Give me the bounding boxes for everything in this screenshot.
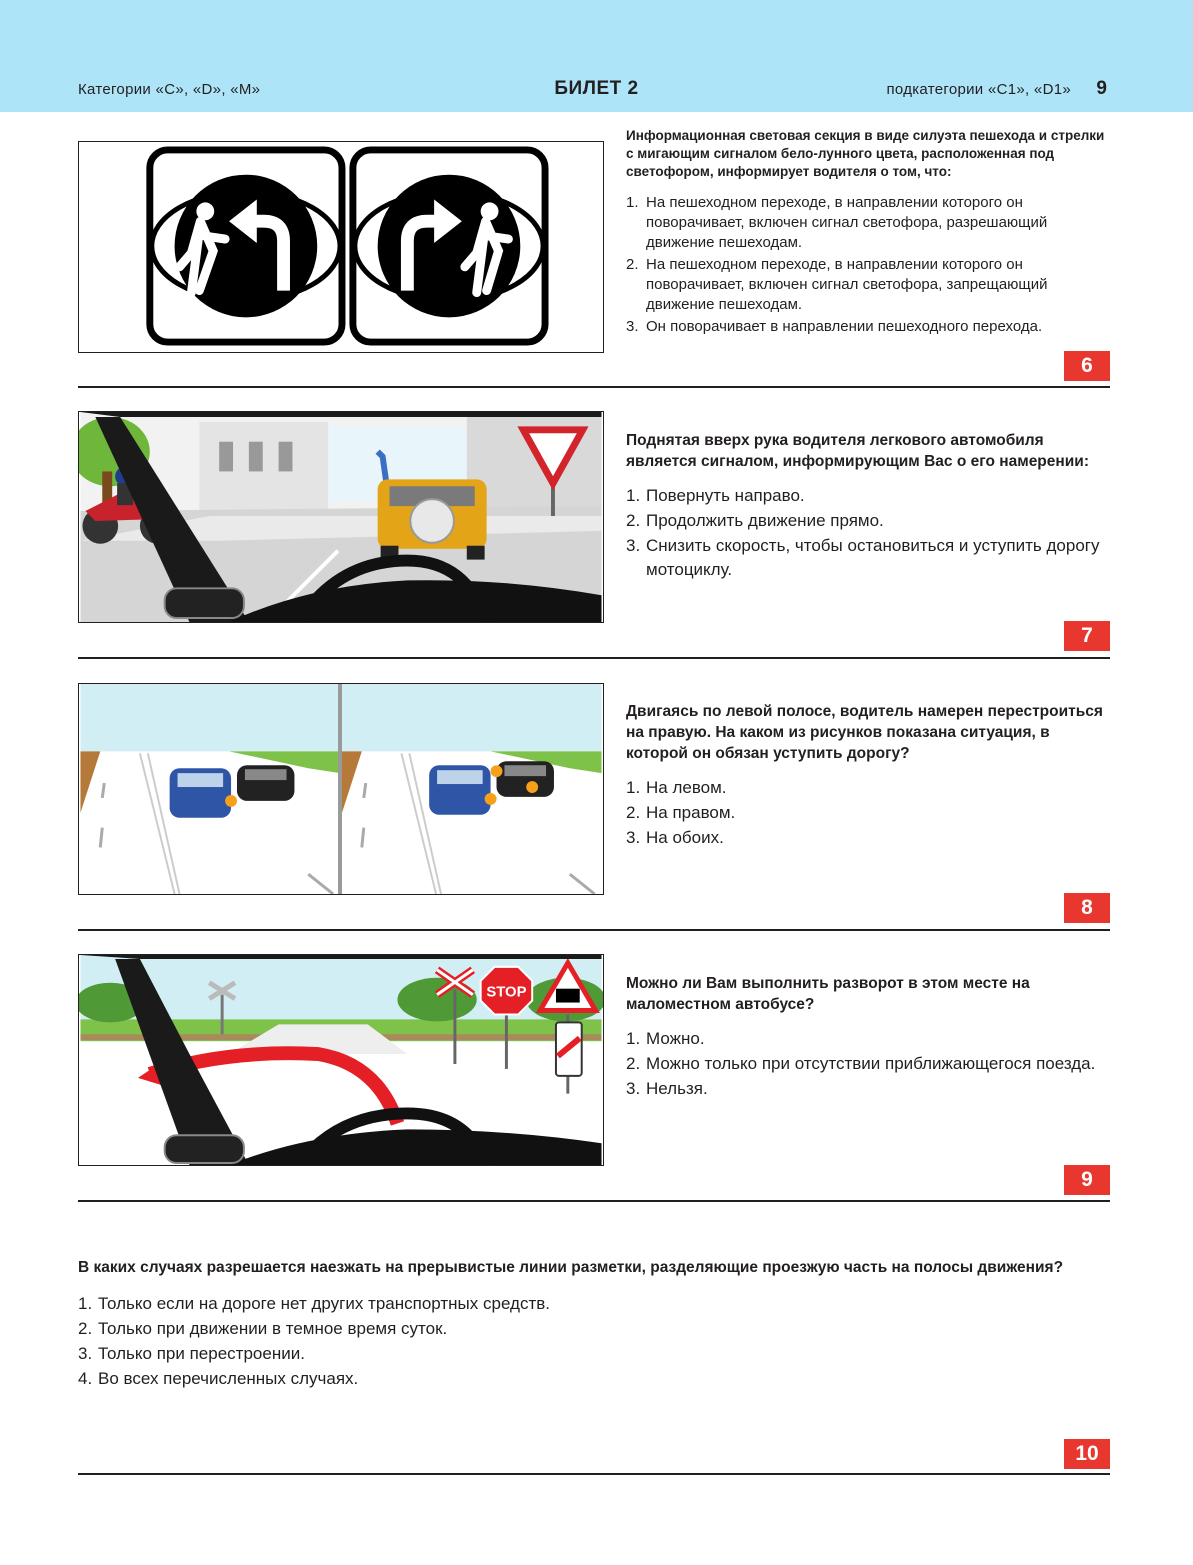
- answer-option[interactable]: 3. Только при перестроении.: [78, 1344, 305, 1363]
- q7-illustration: [78, 411, 604, 623]
- question-number-badge: 6: [1064, 351, 1110, 381]
- question-10: [78, 1257, 1118, 1392]
- question-9-title: Можно ли Вам выполнить разворот в этом месте на маломестном автобусе?: [626, 975, 1030, 1013]
- question-7: [626, 430, 1112, 583]
- question-10-title: В каких случаях разрешается наезжать на прерывистые линии разметки, разделяющие проезжую часть на полосы движения?: [78, 1259, 1064, 1276]
- answer-option[interactable]: 2. На пешеходном переходе, в направлении которого он поворачивает, включен сигнал светофора, запрещающий движение пешеходам.: [626, 256, 1048, 313]
- answer-option[interactable]: 3. Нельзя.: [626, 1079, 708, 1098]
- answer-option[interactable]: 1. Только если на дороге нет других транспортных средств.: [78, 1294, 550, 1313]
- answer-option[interactable]: 2. Можно только при отсутствии приближающегося поезда.: [626, 1054, 1096, 1073]
- divider: [78, 1473, 1110, 1475]
- q8-illustration: [78, 683, 604, 895]
- question-number-badge: 9: [1064, 1165, 1110, 1195]
- question-number-badge: 10: [1064, 1439, 1110, 1469]
- answer-option[interactable]: 1. На пешеходном переходе, в направлении которого он поворачивает, включен сигнал светофора, разрешающий движение пешеходам.: [626, 194, 1048, 251]
- answer-option[interactable]: 2. Продолжить движение прямо.: [626, 511, 884, 530]
- question-number-badge: 8: [1064, 893, 1110, 923]
- answer-option[interactable]: 4. Во всех перечисленных случаях.: [78, 1369, 359, 1388]
- page-number: 9: [1096, 78, 1107, 99]
- header-subcategories: подкатегории «C1», «D1»: [886, 81, 1071, 98]
- divider: [78, 657, 1110, 659]
- q9-illustration: [78, 954, 604, 1166]
- stop-sign-text: STOP: [486, 984, 527, 1001]
- question-10-options: [78, 1292, 1118, 1391]
- answer-option[interactable]: 2. Только при движении в темное время суток.: [78, 1319, 448, 1338]
- divider: [78, 1200, 1110, 1202]
- answer-option[interactable]: 3. Снизить скорость, чтобы остановиться и уступить дорогу мотоциклу.: [626, 536, 1100, 579]
- question-6-options: [626, 193, 1112, 337]
- question-8-title: Двигаясь по левой полосе, водитель намерен перестроиться на правую. На каком из рисунков показана ситуация, в которой он обязан уступить дорогу?: [626, 703, 1103, 762]
- railway-crossing-uturn-image: [79, 955, 603, 1165]
- divider: [78, 386, 1110, 388]
- question-6: [626, 127, 1112, 339]
- answer-option[interactable]: 1. На левом.: [626, 778, 727, 797]
- page-header: [0, 0, 1193, 112]
- header-categories: Категории «C», «D», «M»: [78, 81, 261, 98]
- question-7-title: Поднятая вверх рука водителя легкового автомобиля является сигналом, информирующим Вас о его намерении:: [626, 432, 1089, 470]
- answer-option[interactable]: 3. На обоих.: [626, 828, 724, 847]
- lane-change-two-scenes-image: [79, 684, 603, 894]
- question-9: [626, 973, 1112, 1102]
- answer-option[interactable]: 2. На правом.: [626, 803, 736, 822]
- question-9-options: [626, 1027, 1112, 1101]
- divider: [78, 929, 1110, 931]
- question-6-title: Информационная световая секция в виде силуэта пешехода и стрелки с мигающим сигналом бело-лунного цвета, расположенная под светофором, информирует водителя о том, что:: [626, 128, 1105, 179]
- answer-option[interactable]: 1. Можно.: [626, 1029, 705, 1048]
- question-8: [626, 701, 1112, 851]
- answer-option[interactable]: 3. Он поворачивает в направлении пешеходного перехода.: [626, 318, 1043, 335]
- header-ticket-title: БИЛЕТ 2: [554, 78, 639, 99]
- question-number-badge: 7: [1064, 621, 1110, 651]
- q6-illustration: [78, 141, 604, 353]
- question-7-options: [626, 484, 1112, 582]
- answer-option[interactable]: 1. Повернуть направо.: [626, 486, 805, 505]
- pedestrian-arrow-signal-image: [79, 142, 603, 352]
- raised-hand-car-scene-image: [79, 412, 603, 622]
- question-8-options: [626, 776, 1112, 850]
